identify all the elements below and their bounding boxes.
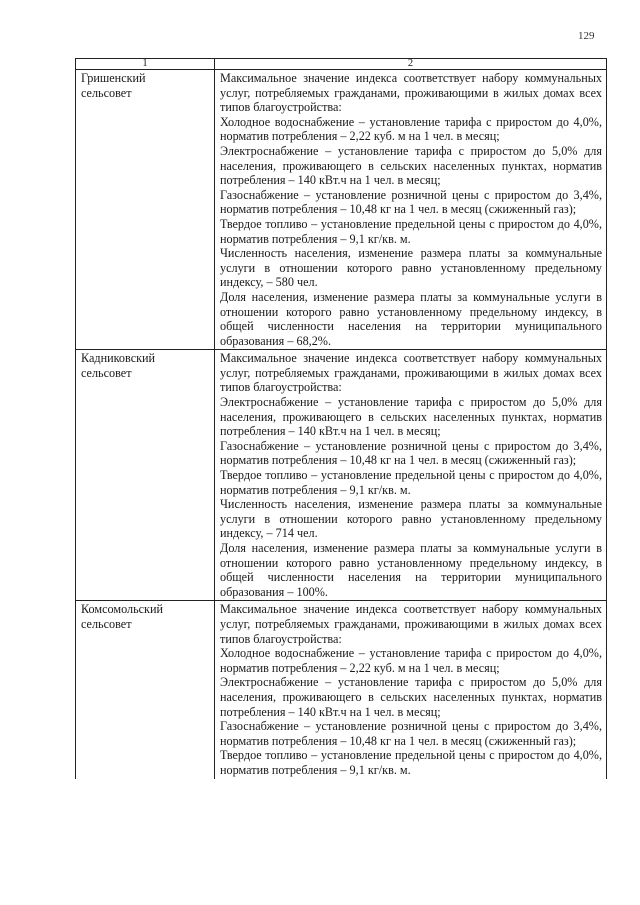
settlement-name-line: Комсомольский bbox=[81, 602, 164, 617]
paragraph: Максимальное значение индекса соответствует набору коммунальных услуг, потребляемых гражданами, проживающими в жилых домах всех типов благоустройства: bbox=[220, 351, 602, 395]
table-row bbox=[76, 601, 607, 779]
settlement-name-line: сельсовет bbox=[81, 616, 132, 631]
paragraph: Твердое топливо – установление предельной цены с приростом до 4,0%, норматив потребления – 9,1 кг/кв. м. bbox=[220, 216, 602, 246]
column-header-2: 2 bbox=[215, 59, 607, 70]
paragraph: Газоснабжение – установление розничной цены с приростом до 3,4%, норматив потребления – 10,48 кг на 1 чел. в месяц (сжиженный газ); bbox=[220, 438, 602, 468]
settlement-name-line: сельсовет bbox=[81, 85, 132, 100]
paragraph: Максимальное значение индекса соответствует набору коммунальных услуг, потребляемых гражданами, проживающими в жилых домах всех типов благоустройства: bbox=[220, 71, 602, 115]
table-header-row bbox=[76, 59, 607, 70]
table-row bbox=[76, 70, 607, 350]
settlements-table bbox=[75, 58, 607, 779]
table-row bbox=[76, 350, 607, 601]
paragraph: Электроснабжение – установление тарифа с приростом до 5,0% для населения, проживающего в сельских населенных пунктах, норматив потребления – 140 кВт.ч на 1 чел. в месяц; bbox=[220, 395, 602, 439]
settlement-description bbox=[215, 70, 607, 350]
settlement-name bbox=[76, 601, 215, 779]
settlement-name-line: Кадниковский bbox=[81, 351, 156, 366]
paragraph: Твердое топливо – установление предельной цены с приростом до 4,0%, норматив потребления – 9,1 кг/кв. м. bbox=[220, 468, 602, 497]
paragraph: Доля населения, изменение размера платы за коммунальные услуги в отношении которого равно установленному предельному индексу, в общей численности населения на территории муниципального образования – 100%. bbox=[220, 541, 602, 599]
paragraph: Численность населения, изменение размера платы за коммунальные услуги в отношении которого равно установленному предельному индексу, – 714 чел. bbox=[220, 497, 602, 541]
paragraph: Электроснабжение – установление тарифа с приростом до 5,0% для населения, проживающего в сельских населенных пунктах, норматив потребления – 140 кВт.ч на 1 чел. в месяц; bbox=[220, 143, 602, 188]
paragraph: Газоснабжение – установление розничной цены с приростом до 3,4%, норматив потребления – 10,48 кг на 1 чел. в месяц (сжиженный газ); bbox=[220, 187, 602, 217]
column-header-1: 1 bbox=[76, 59, 215, 70]
paragraph: Холодное водоснабжение – установление тарифа с приростом до 4,0%, норматив потребления – 2,22 куб. м на 1 чел. в месяц; bbox=[220, 646, 602, 675]
paragraph: Твердое топливо – установление предельной цены с приростом до 4,0%, норматив потребления – 9,1 кг/кв. м. bbox=[220, 748, 602, 777]
paragraph: Численность населения, изменение размера платы за коммунальные услуги в отношении которого равно установленному предельному индексу, – 580 чел. bbox=[220, 246, 602, 290]
settlement-description bbox=[215, 601, 607, 779]
page-number: 129 bbox=[578, 30, 595, 42]
paragraph: Электроснабжение – установление тарифа с приростом до 5,0% для населения, проживающего в сельских населенных пунктах, норматив потребления – 140 кВт.ч на 1 чел. в месяц; bbox=[220, 675, 602, 719]
paragraph: Доля населения, изменение размера платы за коммунальные услуги в отношении которого равно установленному предельному индексу, в общей численности населения на территории муниципального образования – 68,2%. bbox=[220, 289, 602, 348]
paragraph: Максимальное значение индекса соответствует набору коммунальных услуг, потребляемых гражданами, проживающими в жилых домах всех типов благоустройства: bbox=[220, 602, 602, 646]
settlement-name-line: сельсовет bbox=[81, 365, 132, 380]
paragraph: Холодное водоснабжение – установление тарифа с приростом до 4,0%, норматив потребления – 2,22 куб. м на 1 чел. в месяц; bbox=[220, 114, 602, 144]
paragraph: Газоснабжение – установление розничной цены с приростом до 3,4%, норматив потребления – 10,48 кг на 1 чел. в месяц (сжиженный газ); bbox=[220, 719, 602, 748]
settlement-name bbox=[76, 70, 215, 350]
settlement-name bbox=[76, 350, 215, 601]
settlement-description bbox=[215, 350, 607, 601]
settlement-name-line: Гришенский bbox=[81, 71, 146, 85]
